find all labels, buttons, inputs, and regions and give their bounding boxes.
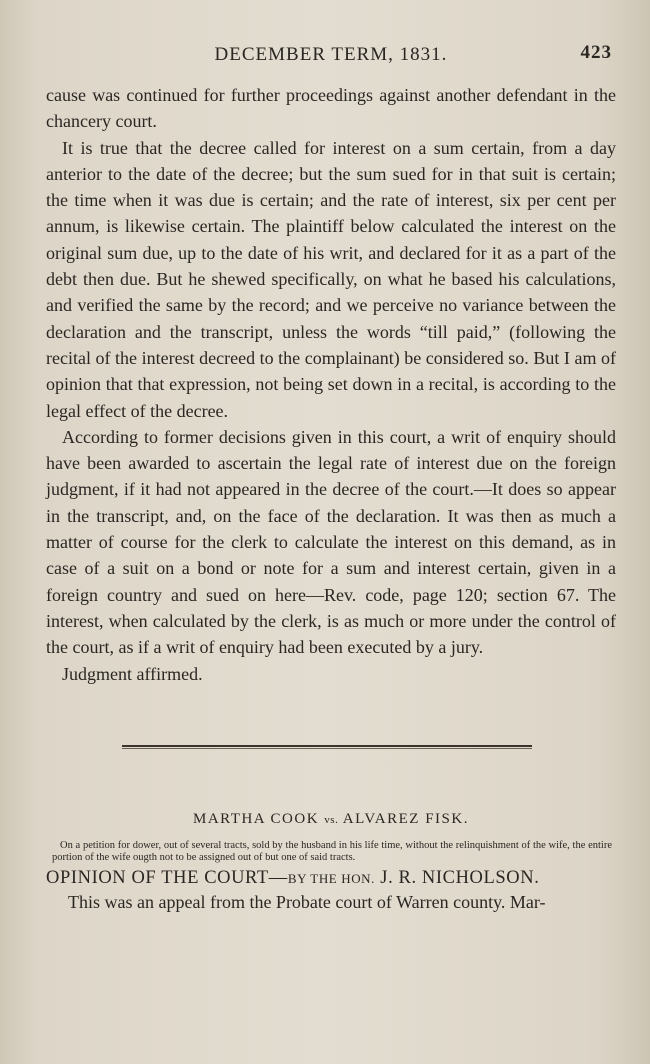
running-title: DECEMBER TERM, 1831. bbox=[214, 44, 448, 65]
judgment-line: Judgment affirmed. bbox=[62, 663, 203, 684]
opinion-heading-by: BY THE HON. bbox=[287, 870, 376, 886]
body-text bbox=[46, 82, 616, 687]
page-number: 423 bbox=[580, 42, 612, 63]
opinion-heading bbox=[46, 868, 616, 889]
section-divider bbox=[122, 745, 532, 749]
headnote: On a petition for dower, out of several tracts, sold by the husband in his life time, without the relinquishment of the wife, the entire portion of the wife ougth not to be assigned out of but one of said tracts. bbox=[52, 839, 612, 863]
plaintiff-name: MARTHA COOK bbox=[193, 810, 320, 827]
versus-label: vs. bbox=[324, 813, 339, 826]
case-title bbox=[46, 811, 616, 828]
opinion-heading-judge: J. R. NICHOLSON. bbox=[380, 867, 540, 888]
opinion-opening-text: This was an appeal from the Probate court of Warren county. Mar- bbox=[68, 891, 546, 912]
paragraph-continued: cause was continued for further proceedings against another defendant in the chancery court. bbox=[46, 85, 616, 132]
defendant-name: ALVAREZ FISK. bbox=[342, 810, 469, 827]
running-head bbox=[46, 36, 616, 76]
paragraph-writ-of-enquiry: According to former decisions given in this court, a writ of enquiry should have been awarded to ascertain the legal rate of interest due on the foreign judgment, if it had not appeared in the decree of the court.—It does so appear in the transcript, and, on the face of the declaration. It was then as much a matter of course for the clerk to calculate the interest on this demand, as in case of a suit on a bond or note for a sum and interest certain, given in a foreign country and sued on here—Rev. code, page 120; section 67. The interest, when calculated by the clerk, is as much or more under the control of the court, as if a writ of enquiry had been executed by a jury. bbox=[46, 426, 616, 658]
paragraph-decree-interest: It is true that the decree called for interest on a sum certain, from a day anterior to the date of the decree; but the sum sued for in that suit is certain; the time when it was due is certain; and the rate of interest, six per cent per annum, is likewise certain. The plaintiff below calculated the interest on the original sum due, up to the date of his writ, and declared for it as a part of the debt then due. But he shewed specifically, on what he based his calculations, and verified the same by the record; and we perceive no variance between the declaration and the transcript, unless the words “till paid,” (following the recital of the interest decreed to the complainant) be considered so. But I am of opinion that that expression, not being set down in a recital, is according to the legal effect of the decree. bbox=[46, 137, 616, 421]
opinion-heading-main: OPINION OF THE COURT— bbox=[46, 867, 288, 888]
